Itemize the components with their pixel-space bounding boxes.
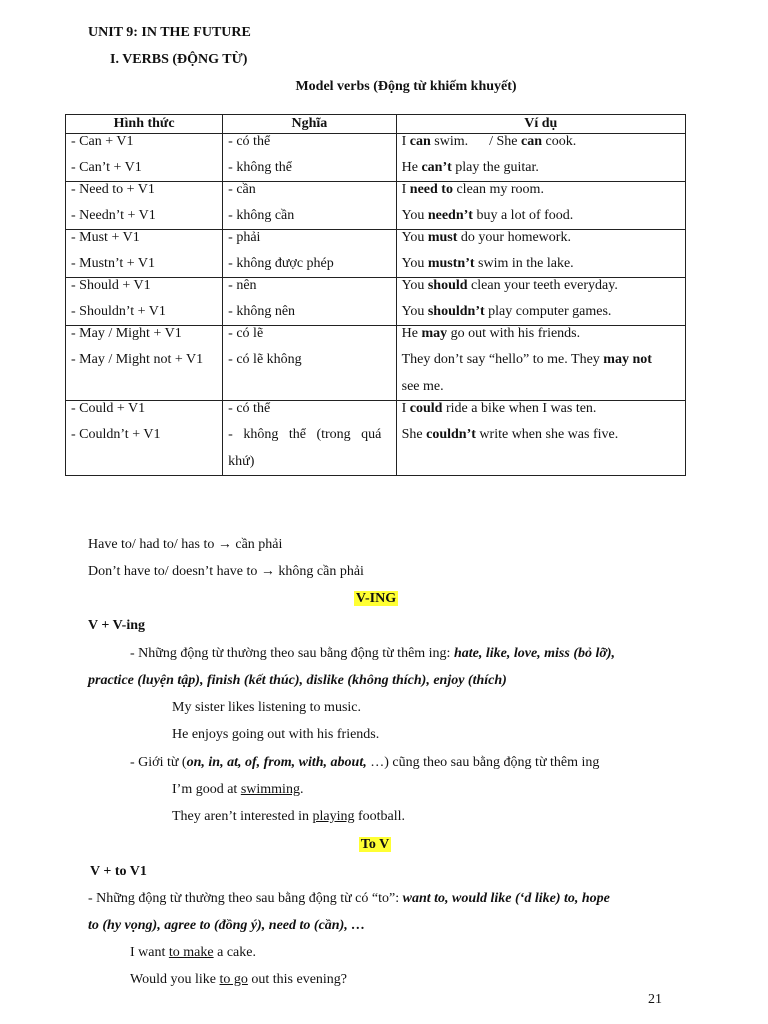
example-lead: I’m good at <box>172 782 241 797</box>
ving-heading: V-ING <box>355 591 397 606</box>
meaning-line: - cần <box>228 182 256 197</box>
modal-verb: may not <box>603 352 652 367</box>
example-text: I <box>401 134 410 149</box>
dont-have-to-line <box>88 564 364 580</box>
ving-rule-2-tail: …) cũng theo sau bằng động từ thêm ing <box>366 755 600 770</box>
have-to-text: Have to/ had to/ has to <box>88 537 218 552</box>
tov-rule-text: - Những động từ thường theo sau bằng động từ có “to”: <box>88 891 403 906</box>
example-text: write when she was five. <box>475 427 619 442</box>
ving-example-2: He enjoys going out with his friends. <box>172 727 380 742</box>
example-underlined: swimming <box>240 782 300 797</box>
example-line <box>402 154 680 181</box>
example-text: He <box>401 160 422 175</box>
example-line <box>402 421 680 448</box>
ving-example-4 <box>172 809 405 825</box>
table-row <box>66 182 686 230</box>
meaning-line: - có thể <box>228 401 271 416</box>
example-underlined: playing <box>312 809 355 824</box>
example-text: I <box>401 401 410 416</box>
example-text: You <box>401 208 428 223</box>
have-to-meaning: cần phải <box>231 537 283 552</box>
form-line: - May / Might not + V1 <box>71 352 204 367</box>
table-caption: Model verbs (Động từ khiếm khuyết) <box>295 79 517 94</box>
form-line: - Can’t + V1 <box>71 160 142 175</box>
meaning-line: - không nên <box>228 304 296 319</box>
arrow-icon: → <box>260 564 275 579</box>
meaning-line: - không cần <box>228 208 295 223</box>
meaning-line: - nên <box>228 278 257 293</box>
modal-verb: may <box>421 326 448 341</box>
example-text: do your homework. <box>457 230 571 245</box>
example-text: They don’t say “hello” to me. They <box>401 352 604 367</box>
meaning-line: - có lẽ <box>228 326 264 341</box>
meaning-line: - phải <box>228 230 261 245</box>
ving-rule-2 <box>130 755 599 771</box>
example-cell <box>396 134 685 182</box>
example-line <box>402 134 680 154</box>
form-line: - Can + V1 <box>71 134 134 149</box>
meaning-cell <box>223 401 396 476</box>
ving-example-3 <box>172 782 303 798</box>
example-text: You <box>401 278 428 293</box>
ving-rule-2-lead: - Giới từ ( <box>130 755 187 770</box>
example-text: You <box>401 256 428 271</box>
ving-heading-wrap <box>0 591 752 607</box>
example-line <box>402 250 680 277</box>
unit-title: UNIT 9: IN THE FUTURE <box>88 25 251 40</box>
dont-have-to-meaning: không cần phải <box>274 564 364 579</box>
form-line: - Could + V1 <box>71 401 146 416</box>
modal-verb: need to <box>409 182 453 197</box>
example-line <box>402 278 680 298</box>
tov-heading: To V <box>360 837 390 852</box>
ving-rule-1-text: - Những động từ thường theo sau bằng động từ thêm ing: <box>130 646 454 661</box>
form-line: - Shouldn’t + V1 <box>71 304 166 319</box>
example-text: He <box>401 326 422 341</box>
form-cell <box>66 278 223 326</box>
example-lead: They aren’t interested in <box>172 809 313 824</box>
ving-rule-1-list: hate, like, love, miss (bỏ lỡ), <box>453 646 616 661</box>
preposition-list: on, in, at, of, from, with, about, <box>186 755 367 770</box>
meaning-line: - không thể (trong quá <box>228 427 382 442</box>
example-text: I <box>401 182 410 197</box>
example-cell <box>396 278 685 326</box>
form-line: - Must + V1 <box>71 230 140 245</box>
tov-example-2 <box>130 972 347 988</box>
form-line: - Mustn’t + V1 <box>71 256 155 271</box>
example-tail: a cake. <box>213 945 256 960</box>
modal-verb: can <box>521 134 543 149</box>
tov-subheading: V + to V1 <box>90 864 147 879</box>
example-text: go out with his friends. <box>447 326 581 341</box>
meaning-cell <box>223 326 396 401</box>
page-number: 21 <box>648 992 662 1007</box>
meaning-cell <box>223 230 396 278</box>
example-text: clean your teeth everyday. <box>467 278 618 293</box>
example-line <box>402 182 680 202</box>
example-underlined: to make <box>168 945 214 960</box>
table-row <box>66 134 686 182</box>
form-line: - Couldn’t + V1 <box>71 427 161 442</box>
example-text: She <box>401 427 427 442</box>
form-line: - May / Might + V1 <box>71 326 182 341</box>
form-line: - Needn’t + V1 <box>71 208 156 223</box>
tov-heading-wrap <box>0 837 750 853</box>
table-row <box>66 401 686 476</box>
example-text: You <box>401 304 428 319</box>
form-cell <box>66 134 223 182</box>
example-cell <box>396 230 685 278</box>
modal-verb: mustn’t <box>427 256 475 271</box>
modal-verb: shouldn’t <box>427 304 485 319</box>
form-cell <box>66 326 223 401</box>
example-line <box>402 202 680 229</box>
example-text: swim. / She <box>430 134 522 149</box>
section-title: I. VERBS (ĐỘNG TỪ) <box>110 52 248 67</box>
have-to-line <box>88 537 282 553</box>
example-text: see me. <box>401 379 444 394</box>
tov-example-1 <box>130 945 256 961</box>
example-underlined: to go <box>219 972 248 987</box>
example-tail: . <box>299 782 304 797</box>
example-text: play the guitar. <box>451 160 539 175</box>
example-cell <box>396 182 685 230</box>
example-line <box>402 373 680 400</box>
meaning-cell <box>223 134 396 182</box>
example-text: ride a bike when I was ten. <box>442 401 597 416</box>
meaning-cell <box>223 278 396 326</box>
example-cell <box>396 326 685 401</box>
modal-verb: needn’t <box>427 208 473 223</box>
arrow-icon: → <box>217 537 232 552</box>
example-text: clean my room. <box>452 182 544 197</box>
table-row <box>66 326 686 401</box>
example-line <box>402 401 680 421</box>
modal-verbs-table <box>65 114 686 476</box>
form-cell <box>66 230 223 278</box>
modal-verb: can’t <box>421 160 452 175</box>
meaning-cell <box>223 182 396 230</box>
ving-subheading: V + V-ing <box>88 618 145 633</box>
example-text: cook. <box>542 134 577 149</box>
dont-have-to-text: Don’t have to/ doesn’t have to <box>88 564 261 579</box>
meaning-line: - có lẽ không <box>228 352 302 367</box>
meaning-line: - không thể <box>228 160 292 175</box>
header-meaning: Nghĩa <box>223 115 396 134</box>
example-tail: out this evening? <box>247 972 348 987</box>
modal-verb: couldn’t <box>426 427 476 442</box>
meaning-line: - không được phép <box>228 256 334 271</box>
tov-rule-list: want to, would like (‘d like) to, hope <box>402 891 610 906</box>
example-cell <box>396 401 685 476</box>
tov-rule <box>88 891 610 907</box>
example-text: buy a lot of food. <box>472 208 574 223</box>
ving-example-1: My sister likes listening to music. <box>172 700 361 715</box>
form-line: - Need to + V1 <box>71 182 155 197</box>
form-line: - Should + V1 <box>71 278 151 293</box>
meaning-line: - có thể <box>228 134 271 149</box>
modal-verb: should <box>427 278 468 293</box>
table-header-row <box>66 115 686 134</box>
modal-verb: can <box>409 134 431 149</box>
example-text: swim in the lake. <box>474 256 574 271</box>
table-row <box>66 278 686 326</box>
modal-verb: must <box>427 230 458 245</box>
example-lead: I want <box>130 945 169 960</box>
example-text: You <box>401 230 428 245</box>
example-text: play computer games. <box>484 304 612 319</box>
example-lead: Would you like <box>130 972 220 987</box>
table-row <box>66 230 686 278</box>
header-example: Ví dụ <box>396 115 685 134</box>
meaning-line: khứ) <box>228 454 255 469</box>
tov-rule-list-cont: to (hy vọng), agree to (đồng ý), need to (cần), … <box>88 918 366 933</box>
example-line <box>402 298 680 325</box>
ving-rule-1 <box>130 646 615 662</box>
form-cell <box>66 401 223 476</box>
ving-rule-1-list-cont: practice (luyện tập), finish (kết thúc), dislike (không thích), enjoy (thích) <box>88 673 507 688</box>
example-line <box>402 326 680 346</box>
modal-verb: could <box>409 401 443 416</box>
header-form: Hình thức <box>66 115 223 134</box>
form-cell <box>66 182 223 230</box>
example-line <box>402 346 680 373</box>
example-line <box>402 230 680 250</box>
example-tail: football. <box>354 809 406 824</box>
